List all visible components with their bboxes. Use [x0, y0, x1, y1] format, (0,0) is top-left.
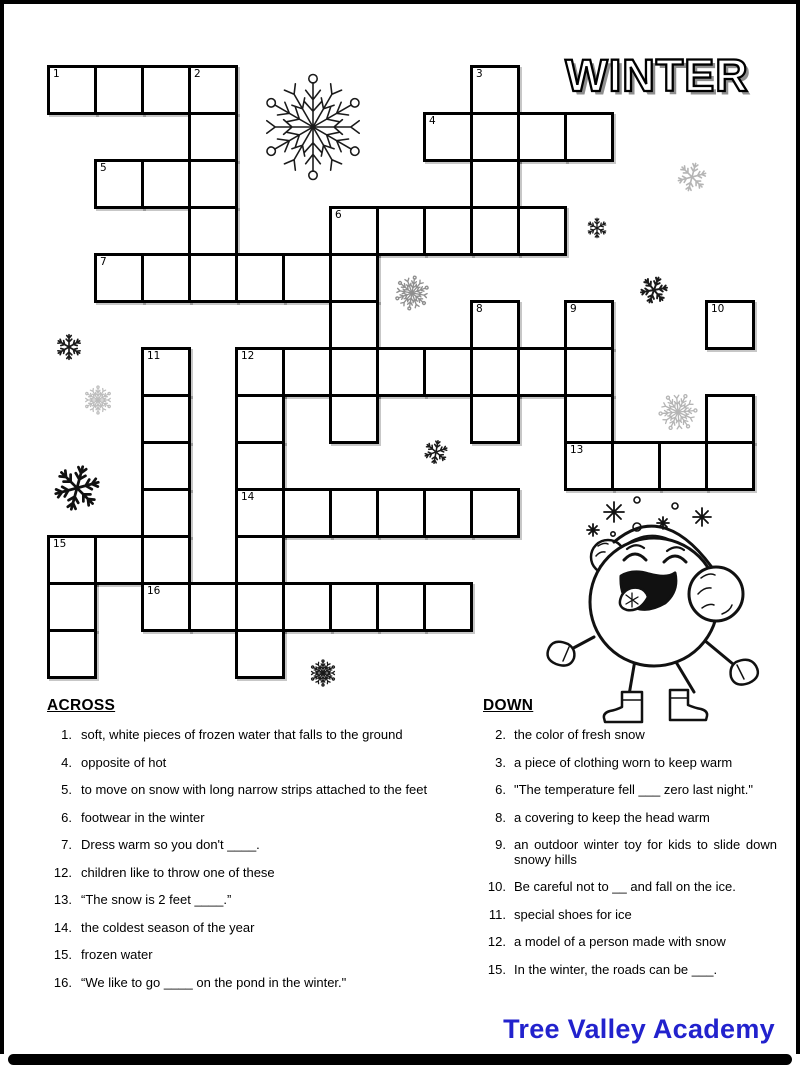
grid-cell-r3c7[interactable] [376, 206, 426, 256]
cell-number: 10 [711, 303, 725, 315]
grid-cell-r9c7[interactable] [376, 488, 426, 538]
cell-number: 2 [194, 68, 201, 80]
clue-number: 6. [61, 809, 72, 825]
grid-cell-r6c2[interactable] [141, 347, 191, 397]
grid-cell-r11c6[interactable] [329, 582, 379, 632]
grid-cell-r6c9[interactable] [470, 347, 520, 397]
grid-cell-r2c3[interactable] [188, 159, 238, 209]
clue-text: a model of a person made with snow [514, 934, 726, 949]
grid-cell-r0c1[interactable] [94, 65, 144, 115]
grid-cell-r5c9[interactable] [470, 300, 520, 350]
clue-number: 2. [495, 727, 506, 742]
clue-text: a covering to keep the head warm [514, 809, 710, 825]
grid-cell-r1c9[interactable] [470, 112, 520, 162]
grid-cell-r7c4[interactable] [235, 394, 285, 444]
cell-number: 15 [53, 538, 67, 550]
clue-text: soft, white pieces of frozen water that falls to the ground [81, 727, 403, 742]
grid-cell-r4c1[interactable] [94, 253, 144, 303]
cell-number: 16 [147, 585, 161, 597]
grid-cell-r8c13[interactable] [658, 441, 708, 491]
clue-text: Dress warm so you don't ____. [81, 837, 260, 852]
grid-cell-r8c11[interactable] [564, 441, 614, 491]
down-clue-11 [483, 908, 777, 923]
page-bottom-border [8, 1054, 792, 1065]
across-clue-5 [47, 783, 457, 798]
clue-number: 6. [495, 782, 506, 797]
grid-cell-r12c0[interactable] [47, 629, 97, 679]
clue-text: the coldest season of the year [81, 919, 255, 935]
clue-text: “The snow is 2 feet ____.” [81, 892, 232, 907]
clue-text: footwear in the winter [81, 809, 205, 825]
across-clues-section [47, 697, 457, 1003]
clue-text: opposite of hot [81, 754, 167, 770]
cell-number: 1 [53, 68, 60, 80]
grid-cell-r3c10[interactable] [517, 206, 567, 256]
grid-cell-r6c11[interactable] [564, 347, 614, 397]
clue-text: "The temperature fell ___ zero last night." [514, 782, 754, 797]
clue-number: 13. [53, 892, 72, 907]
grid-cell-r7c9[interactable] [470, 394, 520, 444]
grid-cell-r10c2[interactable] [141, 535, 191, 585]
grid-cell-r6c4[interactable] [235, 347, 285, 397]
clue-number: 11. [488, 906, 506, 922]
grid-cell-r6c8[interactable] [423, 347, 473, 397]
grid-cell-r1c11[interactable] [564, 112, 614, 162]
across-header: ACROSS [47, 697, 116, 714]
across-clue-7 [47, 838, 457, 853]
cell-number: 11 [147, 350, 161, 362]
grid-cell-r11c5[interactable] [282, 582, 332, 632]
cell-number: 5 [100, 162, 107, 174]
clue-number: 7. [61, 837, 72, 852]
across-clue-4 [47, 756, 457, 771]
clue-number: 15. [487, 961, 506, 977]
clue-number: 3. [495, 754, 506, 770]
across-clue-16 [47, 976, 457, 991]
grid-cell-r11c8[interactable] [423, 582, 473, 632]
brand-name: Tree Valley Academy [503, 1014, 775, 1044]
down-clue-9 [483, 838, 777, 867]
page-title: WINTER [565, 50, 749, 101]
clue-text: Be careful not to __ and fall on the ice. [514, 879, 736, 894]
clue-number: 10. [487, 879, 506, 894]
grid-cell-r9c6[interactable] [329, 488, 379, 538]
clue-number: 4. [61, 754, 72, 770]
grid-cell-r2c9[interactable] [470, 159, 520, 209]
grid-cell-r3c6[interactable] [329, 206, 379, 256]
grid-cell-r11c2[interactable] [141, 582, 191, 632]
grid-cell-r10c1[interactable] [94, 535, 144, 585]
grid-cell-r6c6[interactable] [329, 347, 379, 397]
cell-number: 6 [335, 209, 342, 221]
clue-number: 16. [53, 974, 72, 990]
grid-cell-r4c4[interactable] [235, 253, 285, 303]
clue-text: an outdoor winter toy for kids to slide down snowy hills [514, 837, 777, 867]
across-clue-15 [47, 948, 457, 963]
clue-number: 5. [61, 782, 72, 797]
grid-cell-r11c3[interactable] [188, 582, 238, 632]
grid-cell-r6c7[interactable] [376, 347, 426, 397]
across-clue-12 [47, 866, 457, 881]
grid-cell-r4c2[interactable] [141, 253, 191, 303]
clue-number: 9. [495, 837, 506, 852]
across-clue-6 [47, 811, 457, 826]
grid-cell-r4c3[interactable] [188, 253, 238, 303]
down-header: DOWN [483, 697, 534, 714]
grid-cell-r10c0[interactable] [47, 535, 97, 585]
grid-cell-r1c10[interactable] [517, 112, 567, 162]
down-clue-15 [483, 963, 777, 978]
grid-cell-r9c5[interactable] [282, 488, 332, 538]
grid-cell-r6c10[interactable] [517, 347, 567, 397]
grid-cell-r7c14[interactable] [705, 394, 755, 444]
clue-text: special shoes for ice [514, 906, 632, 922]
grid-cell-r6c5[interactable] [282, 347, 332, 397]
grid-cell-r4c6[interactable] [329, 253, 379, 303]
grid-cell-r5c14[interactable] [705, 300, 755, 350]
grid-cell-r9c2[interactable] [141, 488, 191, 538]
grid-cell-r9c4[interactable] [235, 488, 285, 538]
grid-cell-r0c3[interactable] [188, 65, 238, 115]
grid-cell-r2c1[interactable] [94, 159, 144, 209]
grid-cell-r4c5[interactable] [282, 253, 332, 303]
down-clue-6 [483, 783, 777, 798]
grid-cell-r7c2[interactable] [141, 394, 191, 444]
grid-cell-r5c11[interactable] [564, 300, 614, 350]
clue-text: “We like to go ____ on the pond in the winter." [81, 974, 347, 990]
grid-cell-r9c9[interactable] [470, 488, 520, 538]
grid-cell-r7c11[interactable] [564, 394, 614, 444]
grid-cell-r3c8[interactable] [423, 206, 473, 256]
clue-text: frozen water [81, 947, 153, 962]
clue-text: the color of fresh snow [514, 727, 645, 742]
grid-cell-r0c9[interactable] [470, 65, 520, 115]
down-clue-8 [483, 811, 777, 826]
grid-cell-r8c12[interactable] [611, 441, 661, 491]
cell-number: 7 [100, 256, 107, 268]
grid-cell-r12c4[interactable] [235, 629, 285, 679]
clue-text: to move on snow with long narrow strips attached to the feet [81, 782, 428, 797]
grid-cell-r8c2[interactable] [141, 441, 191, 491]
grid-cell-r3c3[interactable] [188, 206, 238, 256]
clue-number: 12. [53, 864, 72, 880]
grid-cell-r8c14[interactable] [705, 441, 755, 491]
cell-number: 3 [476, 68, 483, 80]
grid-cell-r7c6[interactable] [329, 394, 379, 444]
grid-cell-r10c4[interactable] [235, 535, 285, 585]
grid-cell-r1c3[interactable] [188, 112, 238, 162]
down-clue-12 [483, 935, 777, 950]
cell-number: 9 [570, 303, 577, 315]
clue-number: 15. [53, 947, 72, 962]
grid-cell-r11c0[interactable] [47, 582, 97, 632]
down-clues-section [483, 697, 777, 990]
clue-number: 12. [487, 934, 506, 949]
clue-text: children like to throw one of these [81, 864, 275, 880]
clue-text: In the winter, the roads can be ___. [514, 961, 718, 977]
grid-cell-r0c2[interactable] [141, 65, 191, 115]
clue-number: 14. [53, 919, 72, 935]
across-clue-1 [47, 728, 457, 743]
cell-number: 4 [429, 115, 436, 127]
grid-cell-r9c8[interactable] [423, 488, 473, 538]
across-clue-14 [47, 921, 457, 936]
cell-number: 12 [241, 350, 255, 362]
grid-cell-r11c4[interactable] [235, 582, 285, 632]
clue-text: a piece of clothing worn to keep warm [514, 754, 733, 770]
clue-number: 1. [61, 727, 72, 742]
cell-number: 14 [241, 491, 255, 503]
down-clue-2 [483, 728, 777, 743]
grid-cell-r0c0[interactable] [47, 65, 97, 115]
cell-number: 13 [570, 444, 584, 456]
down-clue-list [483, 728, 777, 977]
cell-number: 8 [476, 303, 483, 315]
clue-number: 8. [495, 809, 506, 825]
grid-cell-r2c2[interactable] [141, 159, 191, 209]
across-clue-list [47, 728, 457, 990]
grid-cell-r5c6[interactable] [329, 300, 379, 350]
grid-cell-r3c9[interactable] [470, 206, 520, 256]
grid-cell-r11c7[interactable] [376, 582, 426, 632]
grid-cell-r1c8[interactable] [423, 112, 473, 162]
across-clue-13 [47, 893, 457, 908]
down-clue-10 [483, 880, 777, 895]
grid-cell-r8c4[interactable] [235, 441, 285, 491]
down-clue-3 [483, 756, 777, 771]
